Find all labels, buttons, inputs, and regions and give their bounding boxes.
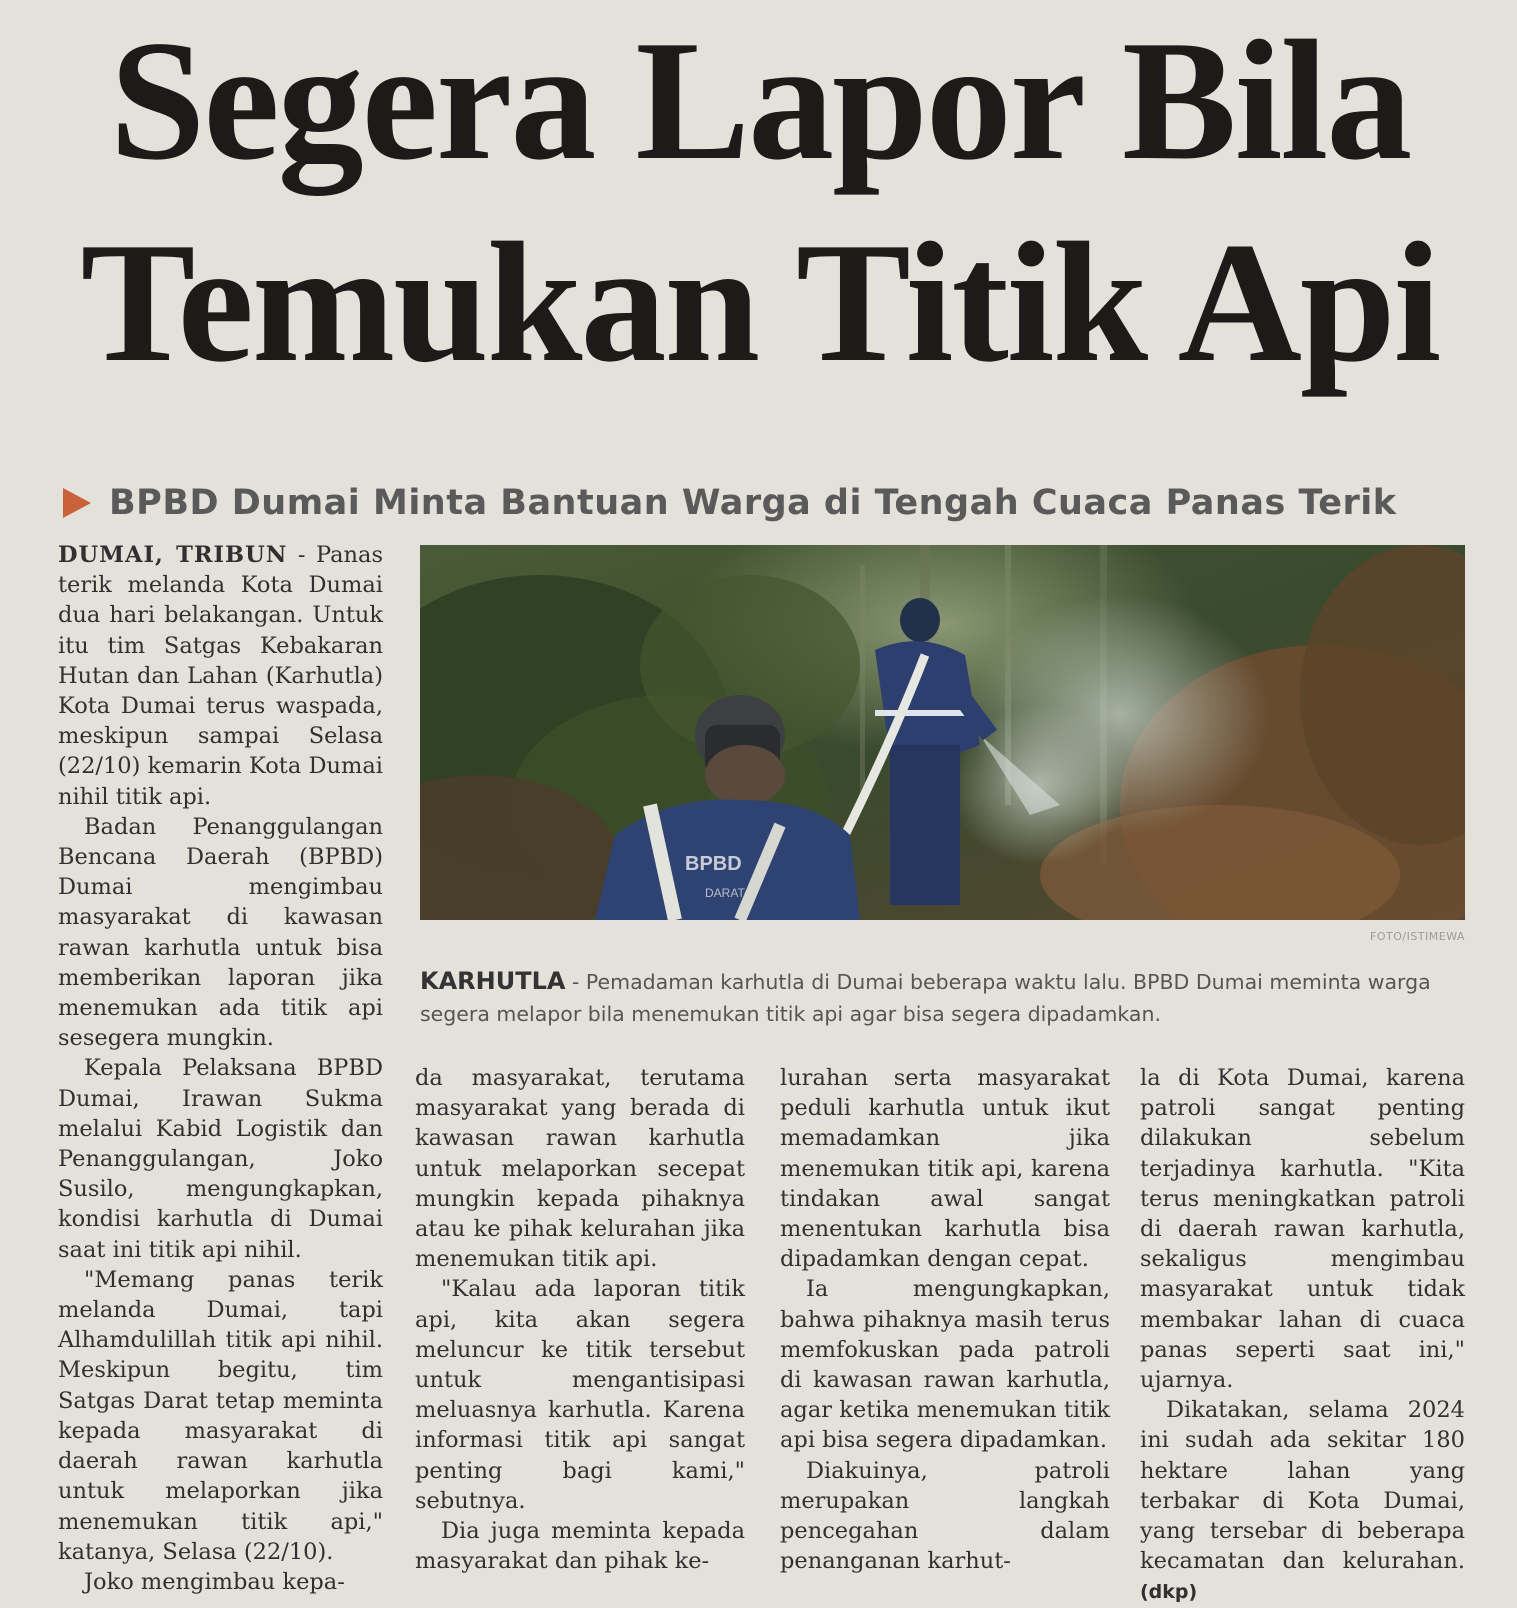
article-paragraph: Joko mengimbau kepa-: [84, 1568, 345, 1595]
closing-text: Dikatakan, selama 2024 ini sudah ada sekitar 180 hektare lahan yang terbakar di Kota Dumai, yang tersebar di beberapa kecamatan dan kelurahan.: [1140, 1397, 1465, 1575]
article-paragraph: Badan Penanggulangan Bencana Daerah (BPBD) Dumai mengimbau masyarakat di kawasan rawan karhutla untuk bisa memberikan laporan jika menemukan ada titik api sesegera mungkin.: [58, 813, 383, 1052]
article-paragraph: Diakuinya, patroli merupakan langkah pencegahan dalam penanganan karhut-: [780, 1457, 1110, 1575]
photo-credit: FOTO/ISTIMEWA: [1370, 930, 1465, 943]
article-paragraph: Kepala Pelaksana BPBD Dumai, Irawan Sukma melalui Kabid Logistik dan Penanggulangan, Joko Susilo, mengungkapkan, kondisi karhutla di Dumai saat ini titik api nihil.: [58, 1055, 383, 1263]
article-paragraph: da masyarakat, terutama masyarakat yang berada di kawasan rawan karhutla untuk melaporkan secepat mungkin kepada pihaknya atau ke pihak kelurahan jika menemukan titik api.: [415, 1065, 745, 1273]
headline-line-2: Temukan Titik Api: [80, 208, 1440, 398]
vest-label: BPBD: [685, 853, 742, 875]
headline-line-1: Segera Lapor Bila: [109, 6, 1411, 196]
article-column-1: [58, 540, 383, 1597]
article-photo: [420, 545, 1465, 920]
subheadline: [55, 478, 1475, 528]
author-signature: (dkp): [1140, 1581, 1198, 1604]
article-paragraph: Dia juga meminta kepada masyarakat dan pihak ke-: [415, 1518, 745, 1575]
article-paragraph: "Memang panas terik melanda Dumai, tapi Alhamdulillah titik api nihil. Meskipun begitu, tim Satgas Darat tetap meminta kepada masyarakat di daerah rawan karhutla untuk melaporkan jika menemukan titik api," katanya, Selasa (22/10).: [58, 1266, 383, 1565]
article-paragraph: "Kalau ada laporan titik api, kita akan segera meluncur ke titik tersebut untuk mengantisipasi meluasnya karhutla. Karena informasi titik api sangat penting bagi kami," sebutnya.: [415, 1276, 745, 1514]
firefighters-photo: [420, 545, 1465, 920]
lead-text: - Panas terik melanda Kota Dumai dua hari belakangan. Untuk itu tim Satgas Kebakaran Hutan dan Lahan (Karhutla) Kota Dumai terus waspada, meskipun sampai Selasa (22/10) kemarin Kota Dumai nihil titik api.: [58, 542, 383, 810]
triangle-bullet-icon: [63, 488, 91, 518]
article-paragraph: [1140, 1395, 1465, 1607]
article-paragraph: [58, 540, 383, 812]
article-paragraph: la di Kota Dumai, karena patroli sangat penting dilakukan sebelum terjadinya karhutla. "Kita terus meningkatkan patroli di daerah rawan karhutla, sekaligus mengimbau masyarakat untuk tidak membakar lahan di cuaca panas seperti saat ini," ujarnya.: [1140, 1065, 1465, 1394]
article-paragraph: lurahan serta masyarakat peduli karhutla untuk ikut memadamkan jika menemukan titik api, karena tindakan awal sangat menentukan karhutla bisa dipadamkan dengan cepat.: [780, 1065, 1110, 1273]
dateline: DUMAI, TRIBUN: [58, 542, 288, 568]
headline: [55, 6, 1465, 398]
article-paragraph: Ia mengungkapkan, bahwa pihaknya masih terus memfokuskan pada patroli di kawasan rawan karhutla, agar ketika menemukan titik api bisa segera dipadamkan.: [780, 1276, 1110, 1454]
caption-text: - Pemadaman karhutla di Dumai beberapa waktu lalu. BPBD Dumai meminta warga segera melapor bila menemukan titik api agar bisa segera dipadamkan.: [420, 970, 1431, 1026]
subheadline-text: BPBD Dumai Minta Bantuan Warga di Tengah Cuaca Panas Terik: [109, 483, 1397, 523]
article-column-2: [415, 1063, 745, 1576]
photo-caption: [420, 965, 1470, 1030]
caption-label: KARHUTLA: [420, 967, 566, 995]
vest-sub-label: DARAT: [705, 886, 745, 900]
article-column-3: [780, 1063, 1110, 1576]
article-column-4: [1140, 1063, 1465, 1608]
